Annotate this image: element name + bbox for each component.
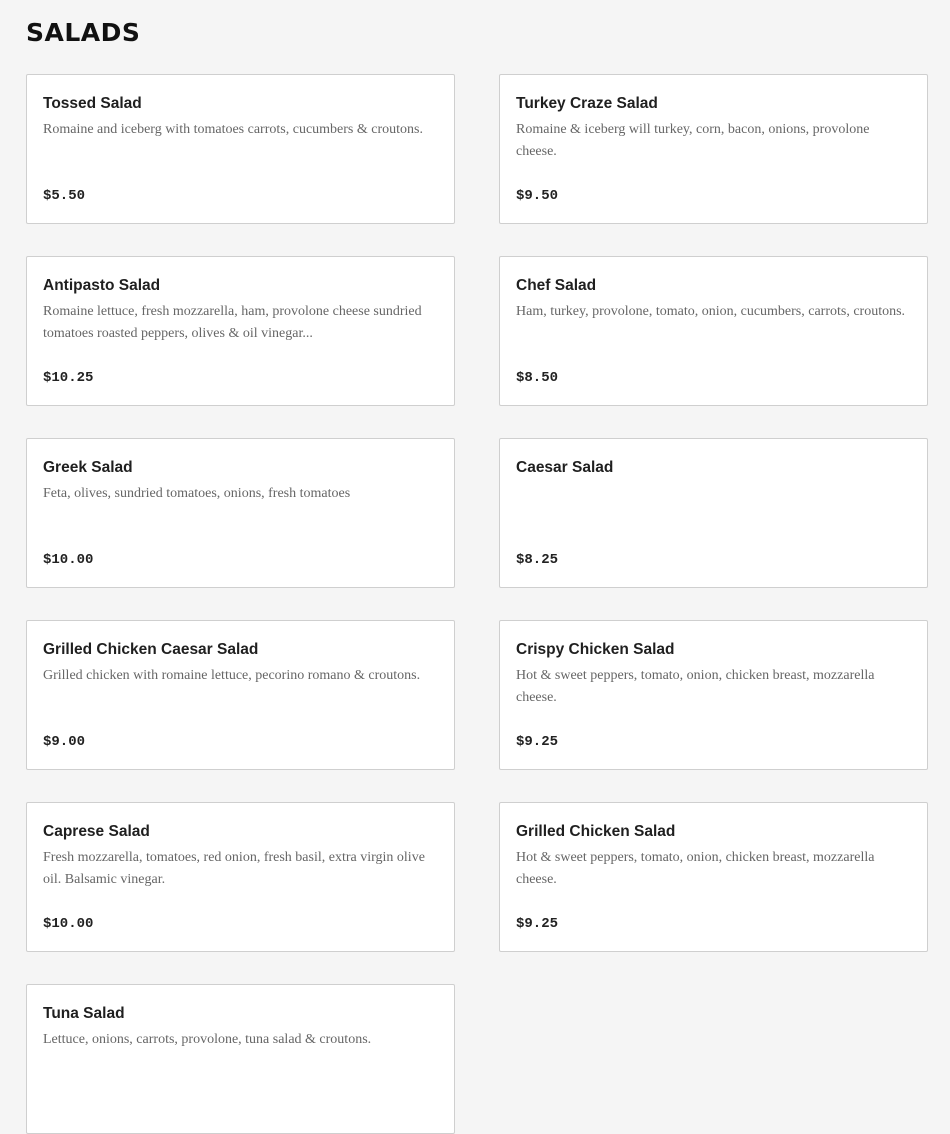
- menu-item-price: $10.00: [43, 552, 94, 568]
- menu-item-description: Romaine and iceberg with tomatoes carrots, cucumbers & croutons.: [43, 122, 423, 137]
- menu-item-card-caesar-salad[interactable]: [499, 438, 928, 588]
- menu-item-description: [516, 483, 911, 527]
- menu-item-card-crispy-chicken-salad[interactable]: [499, 620, 928, 770]
- menu-item-description: Romaine lettuce, fresh mozzarella, ham, provolone cheese sundried tomatoes roasted peppers, olives & oil vinegar...: [43, 304, 422, 341]
- menu-item-name: Chef Salad: [516, 277, 597, 294]
- menu-items-grid: [26, 74, 928, 1134]
- menu-item-card-grilled-chicken-caesar-salad[interactable]: [26, 620, 455, 770]
- menu-item-description: Romaine & iceberg will turkey, corn, bacon, onions, provolone cheese.: [516, 122, 870, 159]
- menu-item-card-grilled-chicken-salad[interactable]: [499, 802, 928, 952]
- menu-item-card-antipasto-salad[interactable]: [26, 256, 455, 406]
- menu-item-price: $8.25: [516, 552, 559, 568]
- menu-item-description: Ham, turkey, provolone, tomato, onion, cucumbers, carrots, croutons.: [516, 304, 906, 319]
- menu-item-price: $10.25: [43, 370, 94, 386]
- menu-item-description: Hot & sweet peppers, tomato, onion, chicken breast, mozzarella cheese.: [516, 850, 875, 887]
- menu-item-card-caprese-salad[interactable]: [26, 802, 455, 952]
- menu-item-name: Tuna Salad: [43, 1005, 125, 1022]
- menu-item-name: Greek Salad: [43, 459, 133, 476]
- menu-item-price: $5.50: [43, 188, 86, 204]
- menu-item-description: Feta, olives, sundried tomatoes, onions, fresh tomatoes: [43, 486, 351, 501]
- menu-item-card-tossed-salad[interactable]: [26, 74, 455, 224]
- menu-item-name: Grilled Chicken Salad: [516, 823, 676, 840]
- menu-item-name: Caprese Salad: [43, 823, 150, 840]
- section-title: SALADS: [26, 18, 141, 47]
- menu-item-description: Lettuce, onions, carrots, provolone, tuna salad & croutons.: [43, 1032, 372, 1047]
- menu-item-card-turkey-craze-salad[interactable]: [499, 74, 928, 224]
- menu-item-price: $9.00: [43, 734, 86, 750]
- menu-item-description: Fresh mozzarella, tomatoes, red onion, fresh basil, extra virgin olive oil. Balsamic vinegar.: [43, 850, 425, 887]
- menu-item-name: Crispy Chicken Salad: [516, 641, 675, 658]
- menu-item-price: $9.25: [516, 916, 559, 932]
- menu-item-price: $10.00: [43, 916, 94, 932]
- menu-item-name: Turkey Craze Salad: [516, 95, 658, 112]
- menu-item-description: Grilled chicken with romaine lettuce, pecorino romano & croutons.: [43, 668, 421, 683]
- menu-item-card-tuna-salad[interactable]: [26, 984, 455, 1134]
- menu-item-card-greek-salad[interactable]: [26, 438, 455, 588]
- menu-item-name: Antipasto Salad: [43, 277, 161, 294]
- menu-item-name: Grilled Chicken Caesar Salad: [43, 641, 259, 658]
- menu-item-description: Hot & sweet peppers, tomato, onion, chicken breast, mozzarella cheese.: [516, 668, 875, 705]
- menu-item-price: $8.50: [516, 370, 559, 386]
- menu-item-name: Tossed Salad: [43, 95, 142, 112]
- menu-item-card-chef-salad[interactable]: [499, 256, 928, 406]
- menu-item-price: $9.50: [516, 188, 559, 204]
- menu-item-name: Caesar Salad: [516, 459, 614, 476]
- menu-item-price: $9.25: [516, 734, 559, 750]
